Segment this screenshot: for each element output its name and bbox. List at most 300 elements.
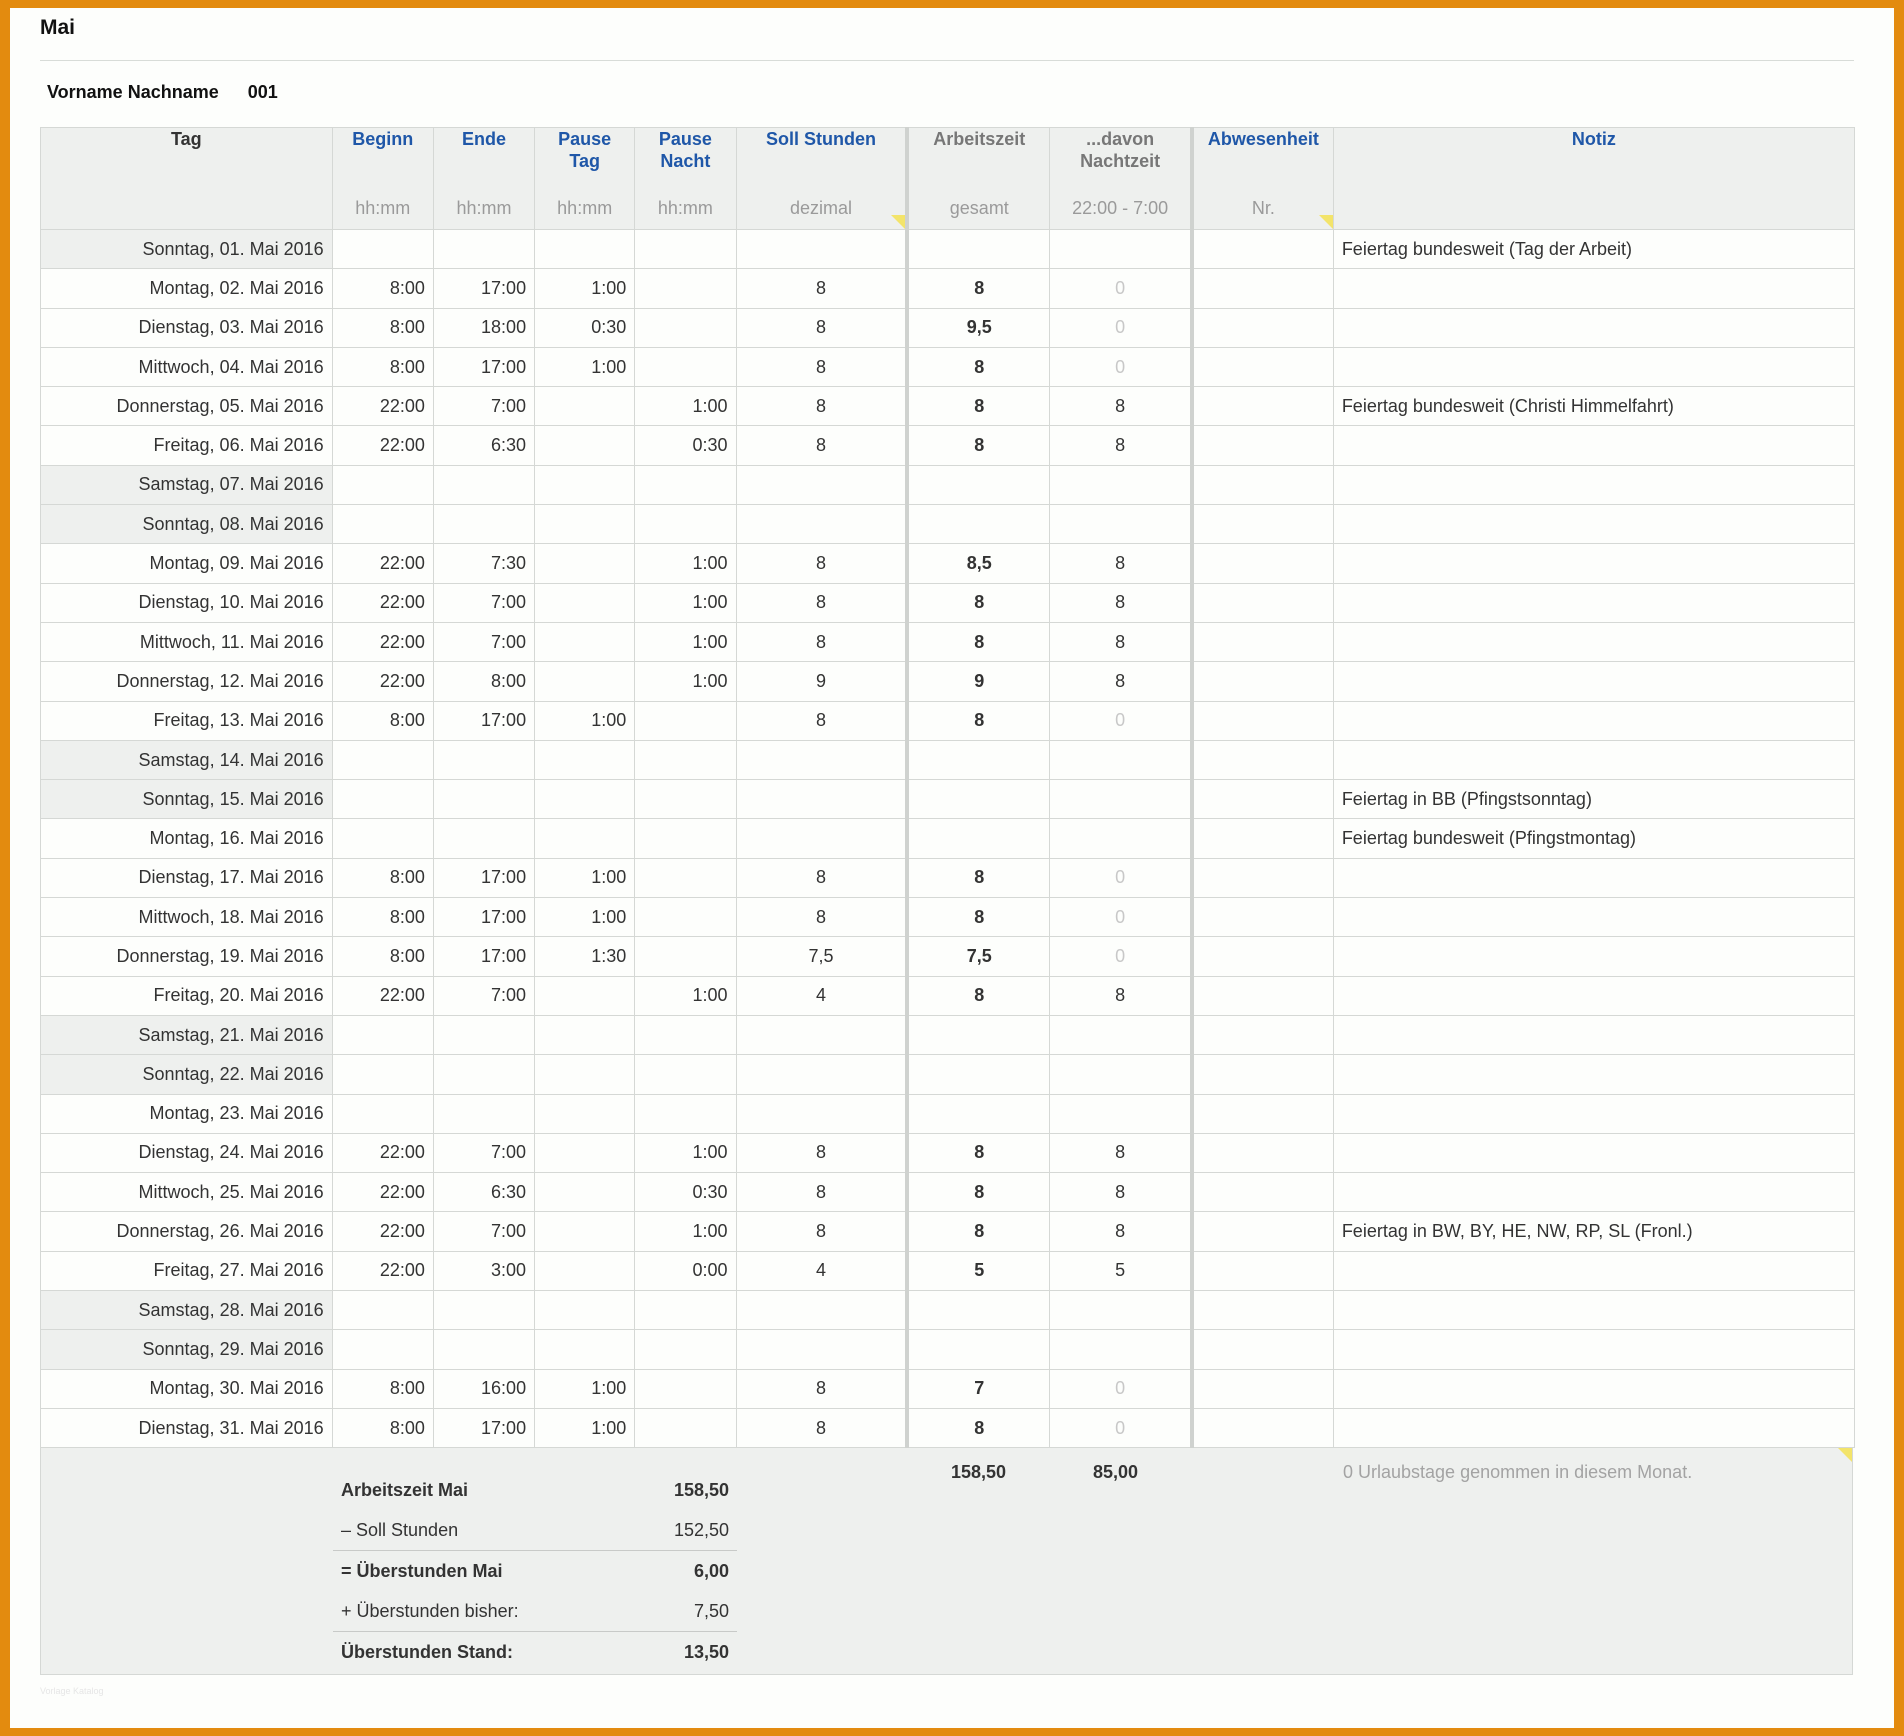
notiz-cell[interactable] [1333,308,1854,347]
day-cell[interactable]: Donnerstag, 05. Mai 2016 [41,387,333,426]
pause-tag-cell[interactable] [535,1173,635,1212]
soll-cell[interactable]: 8 [736,898,907,937]
beginn-cell[interactable] [332,465,433,504]
nachtzeit-cell[interactable]: 0 [1050,898,1192,937]
nachtzeit-cell[interactable]: 0 [1050,937,1192,976]
beginn-cell[interactable]: 8:00 [332,898,433,937]
pause-tag-cell[interactable] [535,1251,635,1290]
notiz-cell[interactable] [1333,976,1854,1015]
notiz-cell[interactable] [1333,1094,1854,1133]
beginn-cell[interactable] [332,1055,433,1094]
soll-cell[interactable] [736,1015,907,1054]
notiz-cell[interactable] [1333,465,1854,504]
notiz-cell[interactable] [1333,701,1854,740]
notiz-cell[interactable] [1333,1133,1854,1172]
ende-cell[interactable]: 16:00 [433,1369,534,1408]
nachtzeit-cell[interactable]: 8 [1050,662,1192,701]
beginn-cell[interactable]: 22:00 [332,1251,433,1290]
arbeitszeit-cell[interactable]: 8 [907,701,1049,740]
soll-cell[interactable] [736,230,907,269]
arbeitszeit-cell[interactable]: 8 [907,1408,1049,1447]
soll-cell[interactable] [736,1291,907,1330]
abwesenheit-cell[interactable] [1192,544,1333,583]
notiz-cell[interactable] [1333,505,1854,544]
pause-nacht-cell[interactable]: 1:00 [635,622,736,661]
pause-tag-cell[interactable]: 1:00 [535,347,635,386]
pause-tag-cell[interactable] [535,426,635,465]
day-cell[interactable]: Sonntag, 29. Mai 2016 [41,1330,333,1369]
beginn-cell[interactable] [332,1291,433,1330]
day-cell[interactable]: Samstag, 14. Mai 2016 [41,740,333,779]
notiz-cell[interactable] [1333,544,1854,583]
arbeitszeit-cell[interactable]: 8 [907,426,1049,465]
nachtzeit-cell[interactable]: 8 [1050,544,1192,583]
soll-cell[interactable]: 8 [736,701,907,740]
pause-nacht-cell[interactable]: 0:30 [635,1173,736,1212]
pause-nacht-cell[interactable] [635,1369,736,1408]
beginn-cell[interactable]: 8:00 [332,858,433,897]
ende-cell[interactable]: 18:00 [433,308,534,347]
beginn-cell[interactable]: 8:00 [332,269,433,308]
pause-tag-cell[interactable] [535,662,635,701]
pause-tag-cell[interactable] [535,622,635,661]
pause-tag-cell[interactable] [535,780,635,819]
abwesenheit-cell[interactable] [1192,1173,1333,1212]
ende-cell[interactable]: 7:00 [433,1133,534,1172]
nachtzeit-cell[interactable]: 0 [1050,308,1192,347]
abwesenheit-cell[interactable] [1192,230,1333,269]
nachtzeit-cell[interactable]: 0 [1050,347,1192,386]
beginn-cell[interactable]: 8:00 [332,1408,433,1447]
pause-tag-cell[interactable]: 1:00 [535,1369,635,1408]
pause-nacht-cell[interactable]: 1:00 [635,662,736,701]
soll-cell[interactable] [736,1094,907,1133]
pause-nacht-cell[interactable]: 1:00 [635,583,736,622]
ende-cell[interactable]: 6:30 [433,426,534,465]
abwesenheit-cell[interactable] [1192,308,1333,347]
pause-nacht-cell[interactable] [635,1408,736,1447]
nachtzeit-cell[interactable]: 8 [1050,387,1192,426]
beginn-cell[interactable] [332,230,433,269]
nachtzeit-cell[interactable] [1050,230,1192,269]
soll-cell[interactable]: 8 [736,347,907,386]
abwesenheit-cell[interactable] [1192,622,1333,661]
day-cell[interactable]: Dienstag, 31. Mai 2016 [41,1408,333,1447]
ende-cell[interactable]: 7:00 [433,976,534,1015]
notiz-cell[interactable] [1333,740,1854,779]
nachtzeit-cell[interactable] [1050,819,1192,858]
soll-cell[interactable]: 8 [736,269,907,308]
beginn-cell[interactable] [332,1330,433,1369]
abwesenheit-cell[interactable] [1192,780,1333,819]
notiz-cell[interactable]: Feiertag in BW, BY, HE, NW, RP, SL (Fronl.) [1333,1212,1854,1251]
day-cell[interactable]: Montag, 23. Mai 2016 [41,1094,333,1133]
soll-cell[interactable]: 7,5 [736,937,907,976]
soll-cell[interactable]: 8 [736,387,907,426]
beginn-cell[interactable] [332,1094,433,1133]
nachtzeit-cell[interactable] [1050,1015,1192,1054]
day-cell[interactable]: Freitag, 06. Mai 2016 [41,426,333,465]
abwesenheit-cell[interactable] [1192,1133,1333,1172]
arbeitszeit-cell[interactable]: 8 [907,898,1049,937]
arbeitszeit-cell[interactable] [907,1055,1049,1094]
nachtzeit-cell[interactable]: 8 [1050,1173,1192,1212]
day-cell[interactable]: Freitag, 20. Mai 2016 [41,976,333,1015]
notiz-cell[interactable]: Feiertag bundesweit (Pfingstmontag) [1333,819,1854,858]
nachtzeit-cell[interactable] [1050,740,1192,779]
arbeitszeit-cell[interactable] [907,1291,1049,1330]
notiz-cell[interactable] [1333,662,1854,701]
abwesenheit-cell[interactable] [1192,426,1333,465]
pause-tag-cell[interactable] [535,583,635,622]
pause-tag-cell[interactable] [535,1330,635,1369]
arbeitszeit-cell[interactable]: 8,5 [907,544,1049,583]
arbeitszeit-cell[interactable]: 9 [907,662,1049,701]
arbeitszeit-cell[interactable]: 8 [907,583,1049,622]
abwesenheit-cell[interactable] [1192,1369,1333,1408]
pause-tag-cell[interactable] [535,1055,635,1094]
soll-cell[interactable] [736,505,907,544]
notiz-cell[interactable] [1333,269,1854,308]
nachtzeit-cell[interactable] [1050,505,1192,544]
pause-nacht-cell[interactable] [635,937,736,976]
notiz-cell[interactable] [1333,1015,1854,1054]
notiz-cell[interactable] [1333,347,1854,386]
day-cell[interactable]: Samstag, 28. Mai 2016 [41,1291,333,1330]
notiz-cell[interactable]: Feiertag bundesweit (Tag der Arbeit) [1333,230,1854,269]
comment-marker-icon[interactable] [1319,215,1333,229]
day-cell[interactable]: Mittwoch, 25. Mai 2016 [41,1173,333,1212]
nachtzeit-cell[interactable]: 5 [1050,1251,1192,1290]
notiz-cell[interactable] [1333,1408,1854,1447]
soll-cell[interactable] [736,780,907,819]
soll-cell[interactable]: 8 [736,1408,907,1447]
arbeitszeit-cell[interactable] [907,505,1049,544]
soll-cell[interactable]: 8 [736,622,907,661]
nachtzeit-cell[interactable] [1050,465,1192,504]
beginn-cell[interactable]: 22:00 [332,1212,433,1251]
abwesenheit-cell[interactable] [1192,740,1333,779]
soll-cell[interactable]: 8 [736,858,907,897]
arbeitszeit-cell[interactable]: 8 [907,622,1049,661]
soll-cell[interactable]: 8 [736,1212,907,1251]
day-cell[interactable]: Freitag, 13. Mai 2016 [41,701,333,740]
arbeitszeit-cell[interactable] [907,1015,1049,1054]
abwesenheit-cell[interactable] [1192,937,1333,976]
nachtzeit-cell[interactable]: 0 [1050,1369,1192,1408]
notiz-cell[interactable] [1333,1251,1854,1290]
day-cell[interactable]: Sonntag, 22. Mai 2016 [41,1055,333,1094]
notiz-cell[interactable] [1333,622,1854,661]
soll-cell[interactable] [736,1330,907,1369]
beginn-cell[interactable] [332,819,433,858]
arbeitszeit-cell[interactable]: 8 [907,1212,1049,1251]
pause-nacht-cell[interactable]: 0:00 [635,1251,736,1290]
nachtzeit-cell[interactable] [1050,1055,1192,1094]
arbeitszeit-cell[interactable] [907,465,1049,504]
notiz-cell[interactable]: Feiertag in BB (Pfingstsonntag) [1333,780,1854,819]
soll-cell[interactable] [736,740,907,779]
nachtzeit-cell[interactable] [1050,780,1192,819]
ende-cell[interactable]: 17:00 [433,701,534,740]
pause-tag-cell[interactable] [535,976,635,1015]
notiz-cell[interactable] [1333,1369,1854,1408]
pause-tag-cell[interactable]: 1:00 [535,858,635,897]
pause-nacht-cell[interactable]: 1:00 [635,544,736,583]
pause-tag-cell[interactable]: 1:00 [535,269,635,308]
pause-tag-cell[interactable] [535,1015,635,1054]
pause-tag-cell[interactable] [535,1133,635,1172]
arbeitszeit-cell[interactable] [907,1330,1049,1369]
beginn-cell[interactable]: 22:00 [332,426,433,465]
nachtzeit-cell[interactable]: 8 [1050,583,1192,622]
pause-tag-cell[interactable] [535,1094,635,1133]
abwesenheit-cell[interactable] [1192,505,1333,544]
day-cell[interactable]: Sonntag, 01. Mai 2016 [41,230,333,269]
soll-cell[interactable]: 9 [736,662,907,701]
nachtzeit-cell[interactable]: 8 [1050,426,1192,465]
pause-nacht-cell[interactable]: 1:00 [635,976,736,1015]
soll-cell[interactable]: 8 [736,583,907,622]
beginn-cell[interactable] [332,740,433,779]
pause-tag-cell[interactable] [535,465,635,504]
pause-nacht-cell[interactable] [635,1015,736,1054]
ende-cell[interactable]: 8:00 [433,662,534,701]
arbeitszeit-cell[interactable] [907,1094,1049,1133]
ende-cell[interactable] [433,1055,534,1094]
pause-nacht-cell[interactable] [635,819,736,858]
day-cell[interactable]: Dienstag, 24. Mai 2016 [41,1133,333,1172]
beginn-cell[interactable]: 22:00 [332,387,433,426]
pause-nacht-cell[interactable] [635,465,736,504]
day-cell[interactable]: Dienstag, 17. Mai 2016 [41,858,333,897]
beginn-cell[interactable]: 8:00 [332,701,433,740]
day-cell[interactable]: Mittwoch, 18. Mai 2016 [41,898,333,937]
pause-tag-cell[interactable] [535,544,635,583]
soll-cell[interactable]: 8 [736,308,907,347]
beginn-cell[interactable]: 22:00 [332,622,433,661]
abwesenheit-cell[interactable] [1192,701,1333,740]
soll-cell[interactable]: 8 [736,1369,907,1408]
comment-marker-icon[interactable] [1838,1448,1852,1462]
pause-tag-cell[interactable]: 1:00 [535,701,635,740]
notiz-cell[interactable] [1333,1291,1854,1330]
ende-cell[interactable]: 17:00 [433,937,534,976]
ende-cell[interactable]: 3:00 [433,1251,534,1290]
notiz-cell[interactable] [1333,858,1854,897]
ende-cell[interactable] [433,1094,534,1133]
ende-cell[interactable] [433,465,534,504]
arbeitszeit-cell[interactable] [907,819,1049,858]
arbeitszeit-cell[interactable]: 8 [907,976,1049,1015]
abwesenheit-cell[interactable] [1192,1291,1333,1330]
abwesenheit-cell[interactable] [1192,1251,1333,1290]
soll-cell[interactable]: 8 [736,1133,907,1172]
beginn-cell[interactable] [332,1015,433,1054]
ende-cell[interactable] [433,505,534,544]
abwesenheit-cell[interactable] [1192,465,1333,504]
day-cell[interactable]: Mittwoch, 11. Mai 2016 [41,622,333,661]
ende-cell[interactable] [433,1291,534,1330]
notiz-cell[interactable] [1333,1173,1854,1212]
abwesenheit-cell[interactable] [1192,1015,1333,1054]
day-cell[interactable]: Montag, 02. Mai 2016 [41,269,333,308]
soll-cell[interactable] [736,1055,907,1094]
soll-cell[interactable] [736,819,907,858]
ende-cell[interactable] [433,1015,534,1054]
abwesenheit-cell[interactable] [1192,269,1333,308]
pause-nacht-cell[interactable] [635,740,736,779]
abwesenheit-cell[interactable] [1192,976,1333,1015]
ende-cell[interactable]: 17:00 [433,858,534,897]
pause-tag-cell[interactable] [535,1212,635,1251]
beginn-cell[interactable]: 22:00 [332,662,433,701]
nachtzeit-cell[interactable]: 0 [1050,1408,1192,1447]
arbeitszeit-cell[interactable] [907,780,1049,819]
pause-nacht-cell[interactable]: 0:30 [635,426,736,465]
arbeitszeit-cell[interactable]: 7 [907,1369,1049,1408]
day-cell[interactable]: Montag, 16. Mai 2016 [41,819,333,858]
arbeitszeit-cell[interactable] [907,740,1049,779]
arbeitszeit-cell[interactable] [907,230,1049,269]
pause-tag-cell[interactable]: 1:00 [535,898,635,937]
beginn-cell[interactable]: 22:00 [332,1173,433,1212]
arbeitszeit-cell[interactable]: 8 [907,858,1049,897]
ende-cell[interactable]: 7:00 [433,387,534,426]
pause-nacht-cell[interactable]: 1:00 [635,1212,736,1251]
day-cell[interactable]: Montag, 09. Mai 2016 [41,544,333,583]
abwesenheit-cell[interactable] [1192,583,1333,622]
day-cell[interactable]: Donnerstag, 26. Mai 2016 [41,1212,333,1251]
beginn-cell[interactable] [332,780,433,819]
day-cell[interactable]: Samstag, 07. Mai 2016 [41,465,333,504]
pause-nacht-cell[interactable]: 1:00 [635,387,736,426]
abwesenheit-cell[interactable] [1192,1330,1333,1369]
arbeitszeit-cell[interactable]: 8 [907,269,1049,308]
ende-cell[interactable]: 7:00 [433,583,534,622]
nachtzeit-cell[interactable]: 0 [1050,858,1192,897]
soll-cell[interactable]: 8 [736,544,907,583]
pause-tag-cell[interactable] [535,1291,635,1330]
beginn-cell[interactable] [332,505,433,544]
ende-cell[interactable] [433,230,534,269]
arbeitszeit-cell[interactable]: 7,5 [907,937,1049,976]
ende-cell[interactable] [433,740,534,779]
nachtzeit-cell[interactable] [1050,1094,1192,1133]
day-cell[interactable]: Mittwoch, 04. Mai 2016 [41,347,333,386]
ende-cell[interactable]: 7:30 [433,544,534,583]
soll-cell[interactable] [736,465,907,504]
beginn-cell[interactable]: 8:00 [332,1369,433,1408]
nachtzeit-cell[interactable]: 8 [1050,976,1192,1015]
day-cell[interactable]: Dienstag, 10. Mai 2016 [41,583,333,622]
comment-marker-icon[interactable] [891,215,905,229]
ende-cell[interactable] [433,819,534,858]
nachtzeit-cell[interactable] [1050,1330,1192,1369]
pause-tag-cell[interactable] [535,740,635,779]
ende-cell[interactable]: 6:30 [433,1173,534,1212]
pause-nacht-cell[interactable] [635,780,736,819]
soll-cell[interactable]: 8 [736,1173,907,1212]
notiz-cell[interactable] [1333,583,1854,622]
nachtzeit-cell[interactable] [1050,1291,1192,1330]
notiz-cell[interactable] [1333,937,1854,976]
pause-nacht-cell[interactable] [635,1291,736,1330]
nachtzeit-cell[interactable]: 0 [1050,269,1192,308]
pause-nacht-cell[interactable] [635,898,736,937]
nachtzeit-cell[interactable]: 8 [1050,1133,1192,1172]
day-cell[interactable]: Donnerstag, 19. Mai 2016 [41,937,333,976]
beginn-cell[interactable]: 22:00 [332,583,433,622]
arbeitszeit-cell[interactable]: 8 [907,347,1049,386]
arbeitszeit-cell[interactable]: 9,5 [907,308,1049,347]
ende-cell[interactable] [433,1330,534,1369]
arbeitszeit-cell[interactable]: 8 [907,387,1049,426]
abwesenheit-cell[interactable] [1192,1094,1333,1133]
nachtzeit-cell[interactable]: 0 [1050,701,1192,740]
pause-tag-cell[interactable]: 1:30 [535,937,635,976]
day-cell[interactable]: Donnerstag, 12. Mai 2016 [41,662,333,701]
pause-nacht-cell[interactable] [635,347,736,386]
abwesenheit-cell[interactable] [1192,1055,1333,1094]
beginn-cell[interactable]: 8:00 [332,347,433,386]
abwesenheit-cell[interactable] [1192,898,1333,937]
day-cell[interactable]: Samstag, 21. Mai 2016 [41,1015,333,1054]
abwesenheit-cell[interactable] [1192,819,1333,858]
pause-tag-cell[interactable]: 0:30 [535,308,635,347]
day-cell[interactable]: Montag, 30. Mai 2016 [41,1369,333,1408]
abwesenheit-cell[interactable] [1192,347,1333,386]
ende-cell[interactable]: 7:00 [433,622,534,661]
abwesenheit-cell[interactable] [1192,858,1333,897]
notiz-cell[interactable] [1333,1055,1854,1094]
beginn-cell[interactable]: 22:00 [332,544,433,583]
beginn-cell[interactable]: 8:00 [332,308,433,347]
beginn-cell[interactable]: 22:00 [332,1133,433,1172]
notiz-cell[interactable] [1333,1330,1854,1369]
notiz-cell[interactable]: Feiertag bundesweit (Christi Himmelfahrt) [1333,387,1854,426]
arbeitszeit-cell[interactable]: 8 [907,1173,1049,1212]
pause-nacht-cell[interactable] [635,1094,736,1133]
ende-cell[interactable]: 17:00 [433,347,534,386]
arbeitszeit-cell[interactable]: 5 [907,1251,1049,1290]
soll-cell[interactable]: 4 [736,976,907,1015]
pause-tag-cell[interactable] [535,387,635,426]
notiz-cell[interactable] [1333,898,1854,937]
ende-cell[interactable]: 17:00 [433,269,534,308]
ende-cell[interactable] [433,780,534,819]
pause-tag-cell[interactable] [535,230,635,269]
pause-nacht-cell[interactable] [635,505,736,544]
notiz-cell[interactable] [1333,426,1854,465]
soll-cell[interactable]: 8 [736,426,907,465]
day-cell[interactable]: Freitag, 27. Mai 2016 [41,1251,333,1290]
abwesenheit-cell[interactable] [1192,387,1333,426]
pause-nacht-cell[interactable] [635,1330,736,1369]
nachtzeit-cell[interactable]: 8 [1050,1212,1192,1251]
abwesenheit-cell[interactable] [1192,1408,1333,1447]
day-cell[interactable]: Dienstag, 03. Mai 2016 [41,308,333,347]
day-cell[interactable]: Sonntag, 08. Mai 2016 [41,505,333,544]
pause-nacht-cell[interactable] [635,269,736,308]
pause-nacht-cell[interactable] [635,701,736,740]
pause-nacht-cell[interactable] [635,230,736,269]
abwesenheit-cell[interactable] [1192,662,1333,701]
ende-cell[interactable]: 17:00 [433,898,534,937]
arbeitszeit-cell[interactable]: 8 [907,1133,1049,1172]
pause-tag-cell[interactable] [535,505,635,544]
abwesenheit-cell[interactable] [1192,1212,1333,1251]
